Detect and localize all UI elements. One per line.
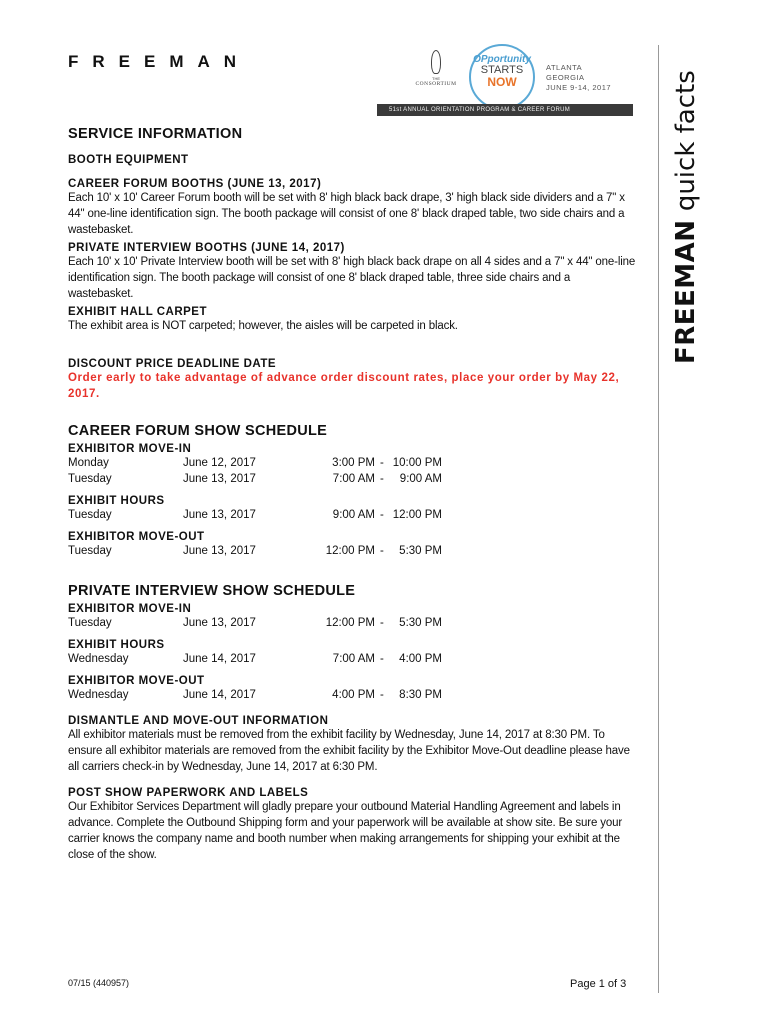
schedule-separator: - (380, 509, 384, 521)
post-show-text: Our Exhibitor Services Department will gladly prepare your outbound Material Handling Agreement and labels in advance. Complete the Outbound Shipping form and your paperwork will be available at show site. Be sure your carrier knows the company name and booth number when making arrangements for shipping your exhibit at the close of the show. (68, 801, 623, 861)
document-body (68, 126, 638, 863)
schedule-day: Wednesday (68, 653, 129, 665)
service-title: SERVICE INFORMATION (68, 126, 243, 142)
schedule-separator: - (380, 473, 384, 485)
schedule-row (68, 651, 638, 667)
schedule-end: 12:00 PM (392, 509, 442, 521)
schedule-end: 10:00 PM (392, 457, 442, 469)
schedule-start: 12:00 PM (325, 617, 375, 629)
schedule-row (68, 471, 638, 487)
schedule-separator: - (380, 653, 384, 665)
schedule-start: 7:00 AM (332, 473, 375, 485)
schedule-end: 4:00 PM (399, 653, 442, 665)
discount-text: Order early to take advantage of advance order discount rates, place your order by May 22, 2017. (68, 372, 620, 400)
schedule-rows (68, 651, 638, 667)
discount-heading: DISCOUNT PRICE DEADLINE DATE (68, 358, 277, 370)
career-booths-text: Each 10' x 10' Career Forum booth will be set with 8' high black back drape, 3' high black side dividers and a 7" x 44" one-line identification sign. The booth package will consist of one 8' black draped table, two side chairs and a wastebasket. (68, 192, 625, 236)
career-move-out-heading: EXHIBITOR MOVE-OUT (68, 531, 205, 543)
schedule-separator: - (380, 545, 384, 557)
schedule-end: 5:30 PM (399, 545, 442, 557)
flame-icon (431, 50, 441, 74)
schedule-end: 5:30 PM (399, 617, 442, 629)
consortium-logo: THE CONSORTIUM (411, 50, 461, 96)
post-show-heading: POST SHOW PAPERWORK AND LABELS (68, 787, 309, 799)
schedule-rows (68, 543, 638, 559)
schedule-rows (68, 507, 638, 523)
schedule-separator: - (380, 617, 384, 629)
schedule-day: Tuesday (68, 545, 112, 557)
schedule-start: 7:00 AM (332, 653, 375, 665)
career-booths-heading: CAREER FORUM BOOTHS (JUNE 13, 2017) (68, 178, 322, 190)
side-divider (658, 45, 659, 993)
private-schedule-title: PRIVATE INTERVIEW SHOW SCHEDULE (68, 583, 356, 599)
schedule-row (68, 507, 638, 523)
dismantle-text: All exhibitor materials must be removed from the exhibit facility by Wednesday, June 14, 2017 at 8:30 PM. To ensure all exhibitor materials are removed from the exhibit facility by the Exhibitor Move-Out deadline please have all carriers check-in by Wednesday, June 14, 2017 at 6:30 PM. (68, 729, 630, 773)
schedule-date: June 14, 2017 (183, 689, 256, 701)
dismantle-heading: DISMANTLE AND MOVE-OUT INFORMATION (68, 715, 329, 727)
schedule-end: 9:00 AM (399, 473, 442, 485)
private-booths-heading: PRIVATE INTERVIEW BOOTHS (JUNE 14, 2017) (68, 242, 345, 254)
schedule-date: June 13, 2017 (183, 473, 256, 485)
career-hours-heading: EXHIBIT HOURS (68, 495, 165, 507)
private-hours-heading: EXHIBIT HOURS (68, 639, 165, 651)
page-number: Page 1 of 3 (570, 978, 627, 990)
schedule-day: Tuesday (68, 617, 112, 629)
career-move-in-heading: EXHIBITOR MOVE-IN (68, 443, 192, 455)
schedule-start: 9:00 AM (332, 509, 375, 521)
schedule-day: Monday (68, 457, 109, 469)
carpet-heading: EXHIBIT HALL CARPET (68, 306, 207, 318)
schedule-date: June 13, 2017 (183, 545, 256, 557)
document-code: 07/15 (440957) (68, 978, 130, 988)
schedule-rows (68, 455, 638, 487)
private-booths-text: Each 10' x 10' Private Interview booth will be set with 8' high black back drape on all 4 sides and a 7" x 44" one-line identification sign. The booth package will consist of one 8' black draped table, three side chairs and a wastebasket. (68, 256, 636, 300)
schedule-date: June 12, 2017 (183, 457, 256, 469)
schedule-date: June 13, 2017 (183, 617, 256, 629)
schedule-day: Tuesday (68, 473, 112, 485)
booth-equipment-heading: BOOTH EQUIPMENT (68, 154, 189, 166)
schedule-separator: - (380, 457, 384, 469)
schedule-row (68, 455, 638, 471)
schedule-start: 4:00 PM (332, 689, 375, 701)
schedule-day: Wednesday (68, 689, 129, 701)
event-banner: 51st ANNUAL ORIENTATION PROGRAM & CAREER FORUM (377, 104, 633, 116)
private-move-out-heading: EXHIBITOR MOVE-OUT (68, 675, 205, 687)
schedule-start: 12:00 PM (325, 545, 375, 557)
freeman-logo: FREEMAN (68, 52, 251, 71)
schedule-rows (68, 615, 638, 631)
schedule-date: June 14, 2017 (183, 653, 256, 665)
schedule-end: 8:30 PM (399, 689, 442, 701)
schedule-date: June 13, 2017 (183, 509, 256, 521)
carpet-text: The exhibit area is NOT carpeted; however, the aisles will be carpeted in black. (68, 320, 458, 332)
schedule-start: 3:00 PM (332, 457, 375, 469)
schedule-separator: - (380, 689, 384, 701)
event-location: ATLANTA GEORGIA JUNE 9-14, 2017 (546, 63, 612, 92)
schedule-rows (68, 687, 638, 703)
career-schedule-title: CAREER FORUM SHOW SCHEDULE (68, 423, 328, 439)
private-move-in-heading: EXHIBITOR MOVE-IN (68, 603, 192, 615)
side-title: FREEMAN quick facts (671, 70, 701, 364)
opportunity-logo: OPportunity STARTS NOW (469, 44, 535, 110)
schedule-row (68, 687, 638, 703)
schedule-day: Tuesday (68, 509, 112, 521)
schedule-row (68, 543, 638, 559)
schedule-row (68, 615, 638, 631)
